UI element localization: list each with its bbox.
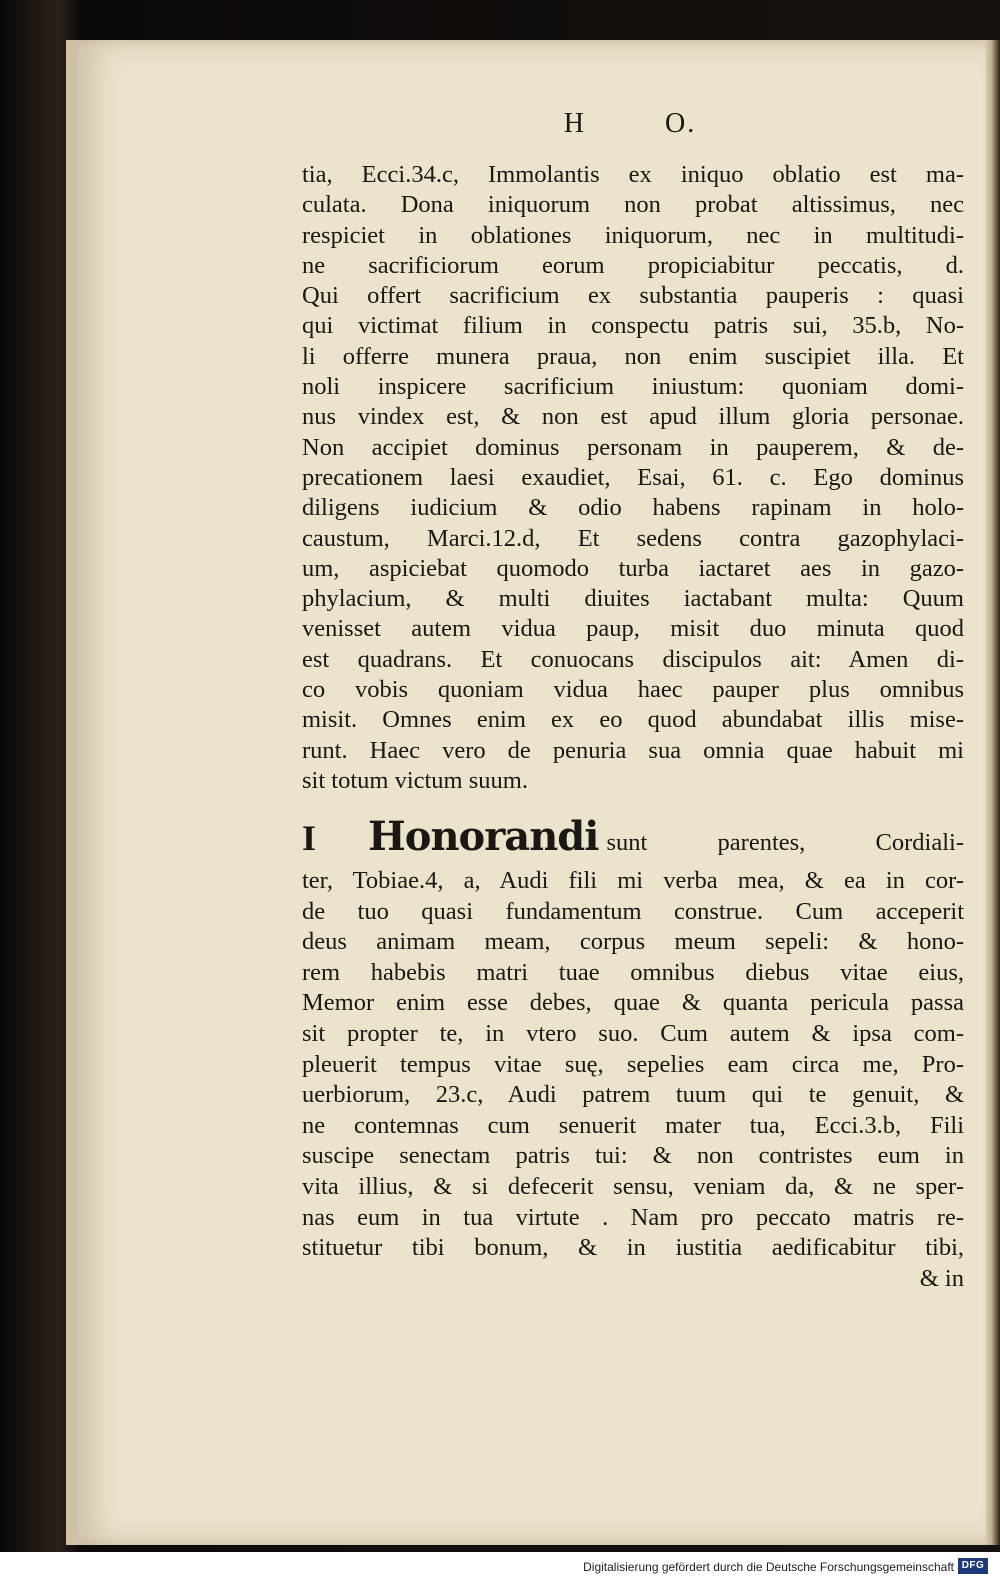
text-line: Non accipiet dominus personam in pauperem, & de- [302,433,964,461]
text-line: sit totum victum suum. [302,766,528,794]
text-line: sunt parentes, Cordiali- [606,829,964,856]
text-line: um, aspiciebat quomodo turba iactaret aes in gazo- [302,554,964,582]
text-line: sit propter te, in vtero suo. Cum autem & ipsa com- [302,1019,964,1047]
text-line: uerbiorum, 23.c, Audi patrem tuum qui te genuit, & [302,1081,964,1109]
text-line: ne sacrificiorum eorum propiciabitur peccatis, d. [302,251,964,279]
text-line: co vobis quoniam vidua haec pauper plus omnibus [302,676,964,704]
section-first-line [302,813,964,866]
text-line: de tuo quasi fundamentum construe. Cum acceperit [302,897,964,925]
funding-notice: Digitalisierung gefördert durch die Deutsche Forschungsgemeinschaft [583,1560,954,1574]
text-line: Memor enim esse debes, quae & quanta pericula passa [302,989,964,1017]
text-line: diligens iudicium & odio habens rapinam in holo- [302,494,964,522]
text-line: deus animam meam, corpus meum sepeli: & hono- [302,928,964,956]
text-line: noli inspicere sacrificium iniustum: quoniam domi- [302,373,964,401]
header-letter-left: H [563,108,586,139]
text-line: venisset autem vidua paup, misit duo minuta quod [302,615,964,643]
text-line: suscipe senectam patris tui: & non contristes eum in [302,1142,964,1170]
section-head-word: Honorandi [368,813,599,860]
text-line: qui victimat filium in conspectu patris sui, 35.b, No- [302,312,964,340]
page-edge [986,40,1000,1545]
catchword: & in [919,1264,964,1292]
text-line: misit. Omnes enim ex eo quod abundabat illis mise- [302,706,964,734]
text-line: culata. Dona iniquorum non probat altissimus, nec [302,191,964,219]
text-line: li offerre munera praua, non enim suscipiet illa. Et [302,342,964,370]
text-line: precationem laesi exaudiet, Esai, 61. c. Ego dominus [302,463,964,491]
text-line: tia, Ecci.34.c, Immolantis ex iniquo oblatio est ma- [302,161,964,188]
text-line: est quadrans. Et conuocans discipulos ait: Amen di- [302,645,964,673]
text-line: pleuerit tempus vitae suę, sepelies eam circa me, Pro- [302,1050,964,1078]
body-text [302,160,964,796]
text-line: rem habebis matri tuae omnibus diebus vitae eius, [302,958,964,986]
text-line: nus vindex est, & non est apud illum gloria personae. [302,403,964,431]
running-header [300,108,960,140]
section-marker: I [302,818,317,858]
text-line: caustum, Marci.12.d, Et sedens contra gazophylaci- [302,524,964,552]
text-line: phylacium, & multi diuites iactabant multa: Quum [302,585,964,613]
footer-bar [0,1552,1000,1588]
header-letter-right: O. [665,108,697,139]
text-line: Qui offert sacrificium ex substantia pauperis : quasi [302,282,964,310]
text-line: stituetur tibi bonum, & in iustitia aedificabitur tibi, [302,1234,964,1262]
section-honorandi [302,813,964,1294]
text-line: runt. Haec vero de penuria sua omnia quae habuit mi [302,736,964,764]
text-line: nas eum in tua virtute . Nam pro peccato matris re- [302,1203,964,1231]
dfg-logo-icon: DFG [958,1558,988,1574]
text-line: ter, Tobiae.4, a, Audi fili mi verba mea, & ea in cor- [302,867,964,894]
text-line: ne contemnas cum senuerit mater tua, Ecci.3.b, Fili [302,1111,964,1139]
text-line: respiciet in oblationes iniquorum, nec in multitudi- [302,221,964,249]
text-line: vita illius, & si defecerit sensu, veniam da, & ne sper- [302,1172,964,1200]
